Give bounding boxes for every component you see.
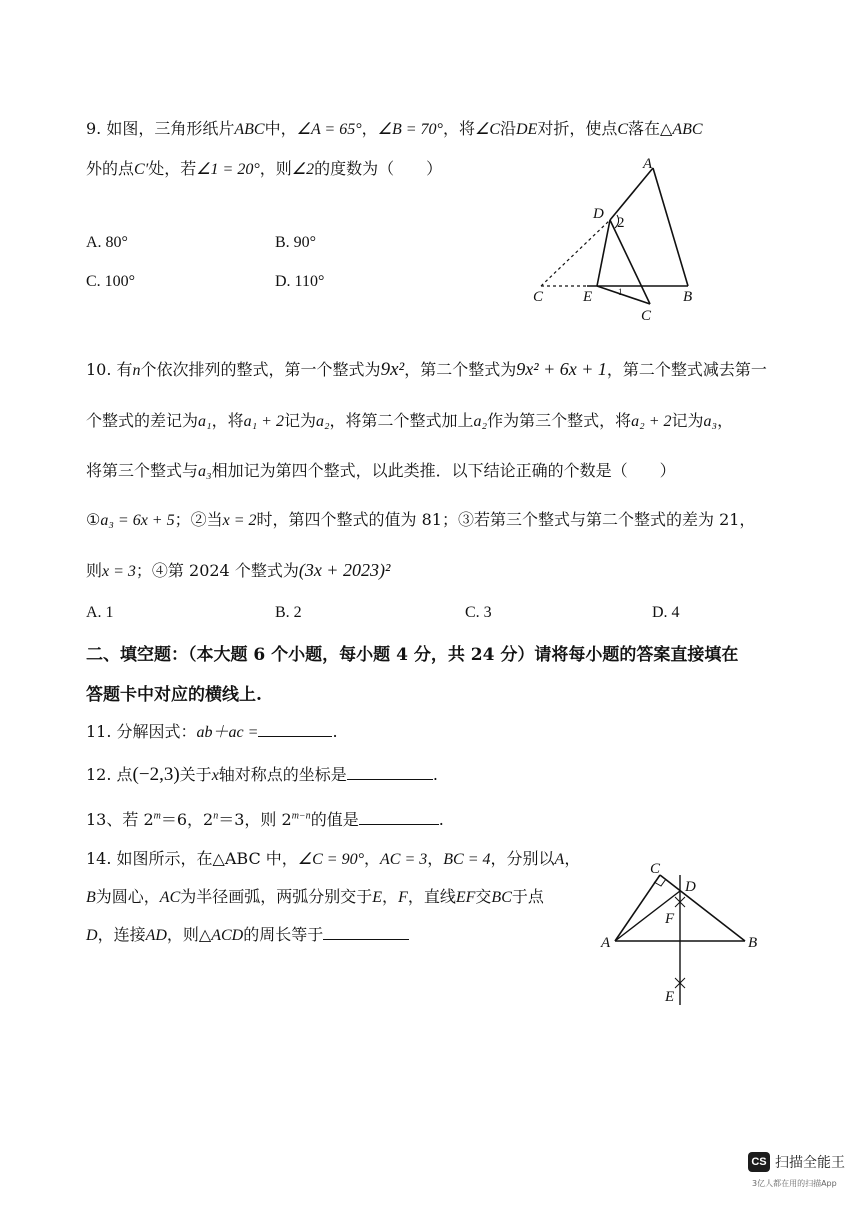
q10-line2: 个整式的差记为a₁，将a₁ + 2记为a₂，将第二个整式加上a₂作为第三个整式，将a₂ + 2记为a₃， [86, 411, 734, 430]
q10-line1: 10. 有n个依次排列的整式，第一个整式为9x²，第二个整式为9x² + 6x + 1，第二个整式减去第一 [86, 359, 767, 380]
q9-label-angle2: 2 [617, 215, 625, 231]
q9-line2: 外的点C′处，若∠1 = 20°，则∠2的度数为（ ） [86, 159, 443, 178]
q11: 11. 分解因式：ab＋ac = . [86, 722, 338, 741]
q10-option-b: B. 2 [275, 604, 302, 621]
section-2-heading: 二、填空题：（本大题 6 个小题，每小题 4 分，共 24 分）请将每小题的答案直接填在 [86, 645, 739, 665]
q14-triangle-figure [595, 855, 770, 1010]
scanner-logo-icon: CS [748, 1152, 770, 1172]
q9-option-b: B. 90° [275, 234, 317, 251]
section-2-heading-cont: 答题卡中对应的横线上. [86, 685, 262, 705]
q9-label-c: C [533, 289, 544, 305]
q10-option-d: D. 4 [652, 604, 680, 621]
q9-label-d: D [593, 206, 604, 222]
q9-label-cprime: C [641, 308, 652, 324]
q12: 12. 点(−2,3)关于x轴对称点的坐标是 . [86, 764, 438, 785]
q9-option-c: C. 100° [86, 273, 136, 290]
q10-line3: 将第三个整式与a₃相加记为第四个整式，以此类推．以下结论正确的个数是（ ） [86, 461, 676, 480]
q13: 13、若 $2^m=6$，$2^n=3$，则 $2^{m-n}$的值是 . [86, 810, 444, 829]
q10-line4: ①a₃ = 6x + 5；②当x = 2时，第四个整式的值为 81；③若第三个整式与第二个整式的差为 21， [86, 510, 756, 529]
q14-label-b: B [748, 935, 758, 951]
q9-option-a: A. 80° [86, 234, 128, 251]
scanner-app-name: 扫描全能王 [775, 1155, 845, 1171]
q13-answer-blank [359, 810, 439, 825]
q11-answer-blank [258, 722, 332, 737]
q9-triangle-figure [525, 155, 710, 325]
q10-line5: 则x = 3；④第 2024 个整式为(3x + 2023)² [86, 560, 391, 580]
q14-label-c: C [650, 861, 661, 877]
q14-label-f: F [665, 911, 675, 927]
q9-label-a: A [643, 156, 653, 172]
q14-line1: 14. 如图所示，在△ABC 中，∠C = 90°，AC = 3，BC = 4，分别以A， [86, 849, 581, 868]
q9-label-angle1: 1 [618, 287, 623, 297]
scanner-tagline: 3亿人都在用的扫描App [752, 1179, 837, 1188]
q10-option-c: C. 3 [465, 604, 492, 621]
q14-label-d: D [685, 879, 696, 895]
q14-label-e: E [665, 989, 675, 1005]
q14-answer-blank [323, 925, 409, 940]
q9-label-e: E [583, 289, 593, 305]
q10-option-a: A. 1 [86, 604, 114, 621]
q12-answer-blank [347, 765, 433, 780]
q9-line1: 9. 如图，三角形纸片ABC中，∠A = 65°，∠B = 70°，将∠C沿DE对折，使点C落在△ABC [86, 119, 703, 138]
q14-line2: B为圆心，AC为半径画弧，两弧分别交于E，F，直线EF交BC于点 [86, 887, 544, 906]
q14-line3: D，连接AD，则△ACD的周长等于 [86, 922, 409, 945]
q9-option-d: D. 110° [275, 273, 325, 290]
q14-label-a: A [601, 935, 611, 951]
q9-label-b: B [683, 289, 693, 305]
